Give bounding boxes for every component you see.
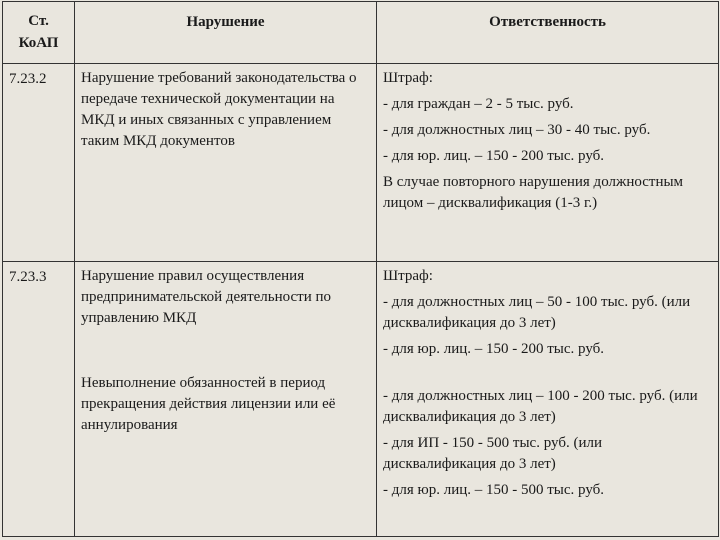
fine-line-ip-b: - для ИП - 150 - 500 тыс. руб. (или дисквалификация до 3 лет) [383, 435, 602, 472]
violation-cell [75, 64, 377, 262]
fine-line-legal-b: - для юр. лиц. – 150 - 500 тыс. руб. [383, 482, 605, 498]
header-violation: Нарушение [75, 2, 377, 64]
header-article [3, 2, 75, 64]
header-row [3, 2, 719, 64]
fine-line-officials-a: - для должностных лиц – 50 - 100 тыс. руб. (или дисквалификация до 3 лет) [383, 294, 691, 331]
fine-line-officials: - для должностных лиц – 30 - 40 тыс. руб. [383, 122, 651, 138]
header-article-line2: КоАП [18, 35, 59, 51]
article-cell: 7.23.3 [3, 262, 75, 537]
responsibility-cell [377, 64, 719, 262]
fine-line-officials-b: - для должностных лиц – 100 - 200 тыс. руб. (или дисквалификация до 3 лет) [383, 388, 698, 425]
violation-cell [75, 262, 377, 537]
fine-line-citizens: - для граждан – 2 - 5 тыс. руб. [383, 96, 574, 112]
table-row [3, 64, 719, 262]
header-responsibility: Ответственность [377, 2, 719, 64]
article-cell: 7.23.2 [3, 64, 75, 262]
liability-table [2, 1, 719, 537]
fine-line-legal-entities: - для юр. лиц. – 150 - 200 тыс. руб. [383, 148, 605, 164]
fine-line-legal-a: - для юр. лиц. – 150 - 200 тыс. руб. [383, 341, 605, 357]
table-row [3, 262, 719, 537]
violation-text-b: Невыполнение обязанностей в период прекращения действия лицензии или её аннулирования [81, 375, 336, 433]
fine-title: Штраф: [383, 268, 433, 284]
responsibility-cell [377, 262, 719, 537]
violation-text-a: Нарушение правил осуществления предпринимательской деятельности по управлению МКД [81, 268, 332, 326]
repeat-violation-note: В случае повторного нарушения должностным лицом – дисквалификация (1-3 г.) [383, 174, 684, 211]
fine-title: Штраф: [383, 70, 433, 86]
header-article-line1: Ст. [28, 13, 49, 29]
violation-text: Нарушение требований законодательства о передаче технической документации на МКД и иных связанных с управлением таким МКД документов [81, 70, 357, 149]
